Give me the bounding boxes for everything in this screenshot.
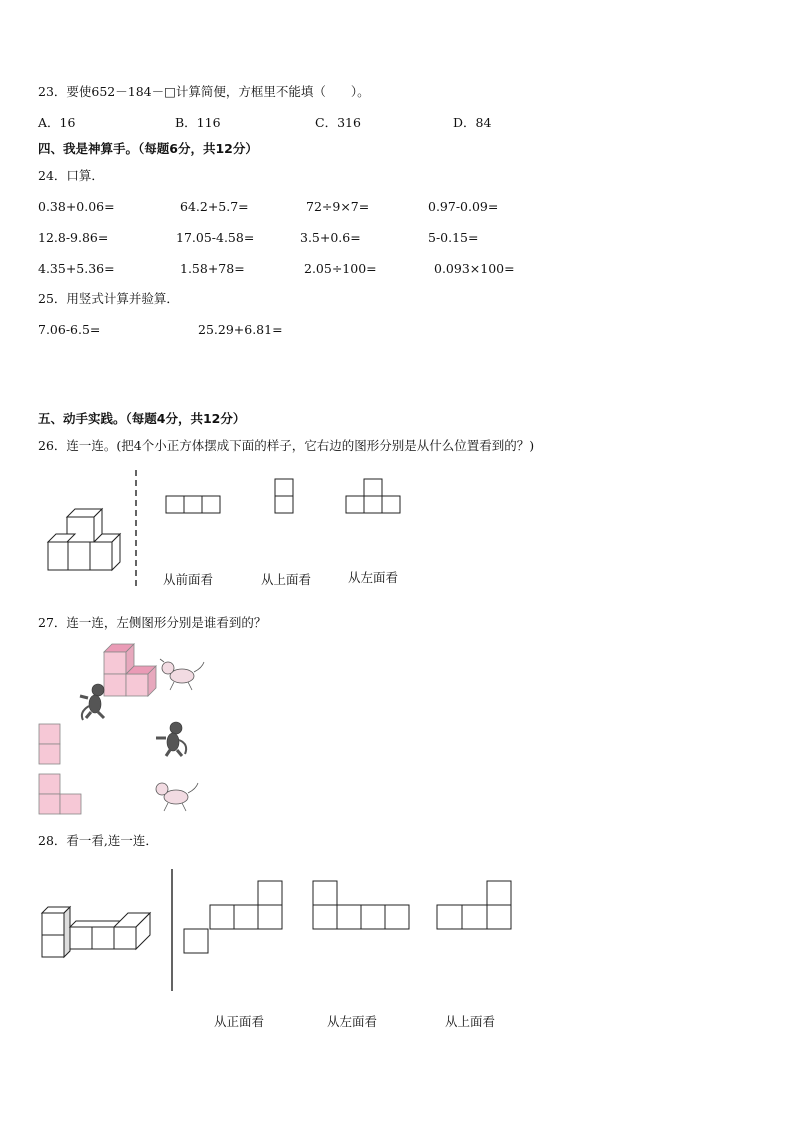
q24-r3c3: 2.05÷100= [304, 261, 377, 276]
q27-shape-1 [39, 724, 60, 764]
q23-option-c[interactable]: C．316 [315, 115, 361, 130]
q24-title: 24．口算． [38, 168, 104, 183]
q28-view-a [184, 881, 282, 953]
monkey-icon-2 [156, 722, 186, 756]
q26-stem: 26．连一连。(把4个小正方体摆成下面的样子，它右边的图形分别是从什么位置看到的？) [38, 438, 535, 453]
q23-stem: 23．要使652－184－□计算简便，方框里不能填（ ）。 [38, 84, 370, 99]
q23-option-a[interactable]: A．16 [38, 115, 76, 130]
q28-isometric-cubes [42, 907, 150, 957]
q24-r1c4: 0.97-0.09= [428, 199, 499, 214]
q26-isometric-cubes [48, 509, 120, 570]
q24-r3c4: 0.093×100= [434, 261, 515, 276]
q27-stem: 27．连一连，左侧图形分别是谁看到的？ [38, 615, 267, 630]
q26-label-top[interactable]: 从上面看 [261, 572, 312, 587]
q24-r1c3: 72÷9×7= [306, 199, 370, 214]
q25-item-2: 25.29+6.81= [198, 322, 283, 337]
q24-r2c1: 12.8-9.86= [38, 230, 109, 245]
monkey-icon [80, 684, 104, 720]
q27-pink-cubes [104, 644, 156, 696]
q25-title: 25．用竖式计算并验算． [38, 291, 179, 306]
q26-view-front [166, 496, 220, 513]
dog-icon-2 [156, 783, 198, 811]
q23-option-b[interactable]: B．116 [175, 115, 221, 130]
q28-label-left[interactable]: 从左面看 [327, 1014, 378, 1029]
dog-icon [160, 659, 204, 690]
section4-title: 四、我是神算手。（每题6分，共12分） [38, 141, 258, 156]
q26-view-top [275, 479, 293, 513]
q27-shape-2 [39, 774, 81, 814]
q28-figure [38, 865, 518, 995]
q28-label-top[interactable]: 从上面看 [445, 1014, 496, 1029]
q28-view-c [437, 881, 511, 929]
q28-view-b [313, 881, 409, 929]
q26-label-front[interactable]: 从前面看 [163, 572, 214, 587]
q24-r3c1: 4.35+5.36= [38, 261, 115, 276]
q25-item-1: 7.06-6.5= [38, 322, 101, 337]
section5-title: 五、动手实践。（每题4分，共12分） [38, 411, 246, 426]
q28-stem: 28．看一看,连一连． [38, 833, 158, 848]
q23-option-d[interactable]: D．84 [453, 115, 492, 130]
q24-r2c3: 3.5+0.6= [300, 230, 361, 245]
q24-r1c2: 64.2+5.7= [180, 199, 249, 214]
q24-r2c4: 5-0.15= [428, 230, 479, 245]
q24-r3c2: 1.58+78= [180, 261, 245, 276]
q24-r1c1: 0.38+0.06= [38, 199, 115, 214]
q27-figure [36, 640, 216, 820]
q28-label-front[interactable]: 从正面看 [214, 1014, 265, 1029]
q26-label-left[interactable]: 从左面看 [348, 570, 399, 585]
q26-view-left [346, 479, 400, 513]
q24-r2c2: 17.05-4.58= [176, 230, 255, 245]
